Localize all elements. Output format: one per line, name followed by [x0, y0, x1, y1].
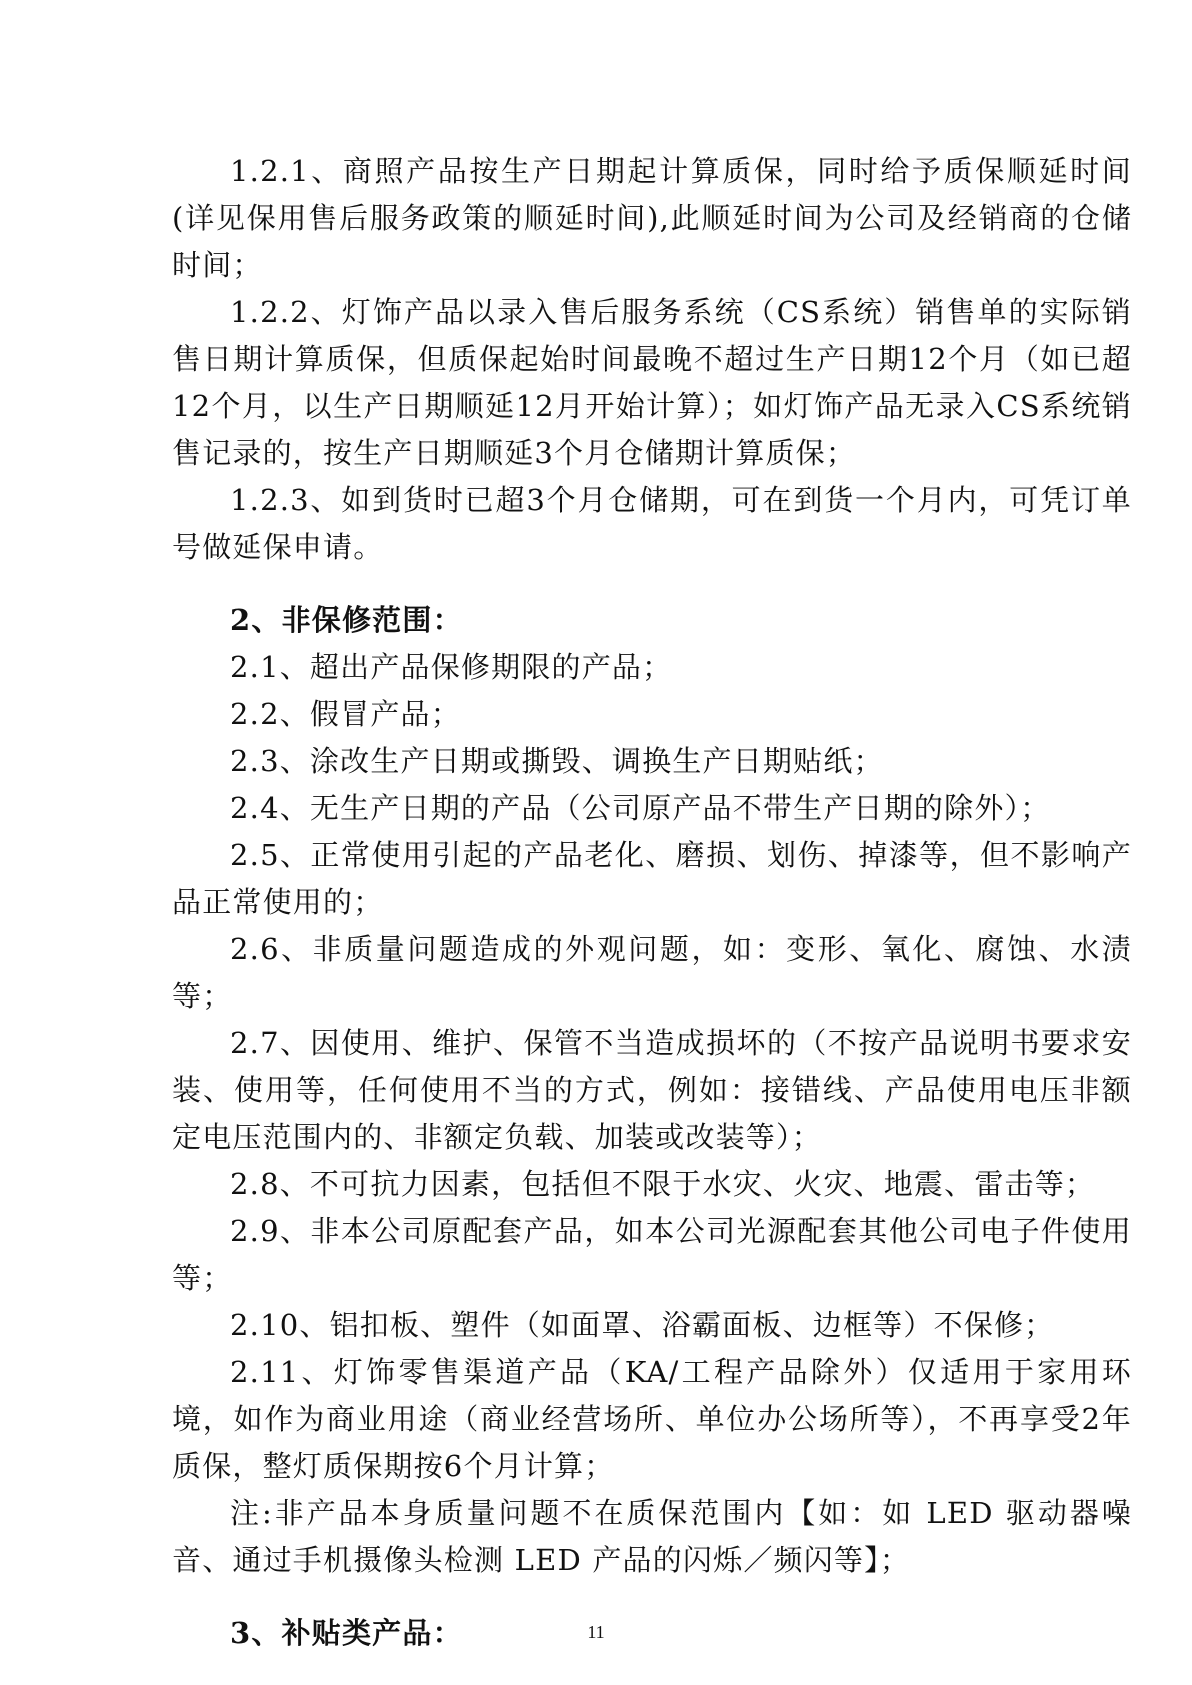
paragraph-2-10: 2.10、铝扣板、塑件（如面罩、浴霸面板、边框等）不保修；	[230, 1308, 1055, 1342]
page-number: 11	[587, 1622, 605, 1642]
paragraph-2-6: 2.6、非质量问题造成的外观问题，如：变形、氧化、腐蚀、水渍等；	[172, 932, 1132, 1013]
paragraph-2-7: 2.7、因使用、维护、保管不当造成损坏的（不按产品说明书要求安装、使用等，任何使用不当的方式，例如：接错线、产品使用电压非额定电压范围内的、非额定负载、加装或改装等）；	[172, 1026, 1132, 1154]
paragraph-2-5: 2.5、正常使用引起的产品老化、磨损、划伤、掉漆等，但不影响产品正常使用的；	[172, 838, 1132, 919]
paragraph-2-11: 2.11、灯饰零售渠道产品（KA/工程产品除外）仅适用于家用环境，如作为商业用途（商业经营场所、单位办公场所等），不再享受2年质保，整灯质保期按6个月计算；	[172, 1355, 1132, 1483]
paragraph-note: 注:非产品本身质量问题不在质保范围内【如：如 LED 驱动器噪音、通过手机摄像头检测 LED 产品的闪烁／频闪等】；	[172, 1496, 1132, 1577]
paragraph-2-3: 2.3、涂改生产日期或撕毁、调换生产日期贴纸；	[230, 744, 884, 778]
paragraph-2-2: 2.2、假冒产品；	[230, 697, 461, 731]
paragraph-1-2-3: 1.2.3、如到货时已超3个月仓储期，可在到货一个月内，可凭订单号做延保申请。	[172, 483, 1132, 564]
section-heading-non-warranty: 2、非保修范围：	[230, 603, 463, 637]
paragraph-2-4: 2.4、无生产日期的产品（公司原产品不带生产日期的除外）；	[230, 791, 1051, 825]
paragraph-1-2-1: 1.2.1、商照产品按生产日期起计算质保，同时给予质保顺延时间(详见保用售后服务政策的顺延时间),此顺延时间为公司及经销商的仓储时间；	[172, 154, 1132, 282]
paragraph-2-9: 2.9、非本公司原配套产品，如本公司光源配套其他公司电子件使用等；	[172, 1214, 1132, 1295]
page-content	[172, 148, 1132, 1657]
paragraph-2-1: 2.1、超出产品保修期限的产品；	[230, 650, 673, 684]
paragraph-2-8: 2.8、不可抗力因素，包括但不限于水灾、火灾、地震、雷击等；	[230, 1167, 1096, 1201]
section-heading-subsidy-products: 3、补贴类产品：	[230, 1616, 463, 1650]
paragraph-1-2-2: 1.2.2、灯饰产品以录入售后服务系统（CS系统）销售单的实际销售日期计算质保，但质保起始时间最晚不超过生产日期12个月（如已超12个月，以生产日期顺延12月开始计算）；如灯饰产品无录入CS系统销售记录的，按生产日期顺延3个月仓储期计算质保；	[172, 295, 1132, 470]
